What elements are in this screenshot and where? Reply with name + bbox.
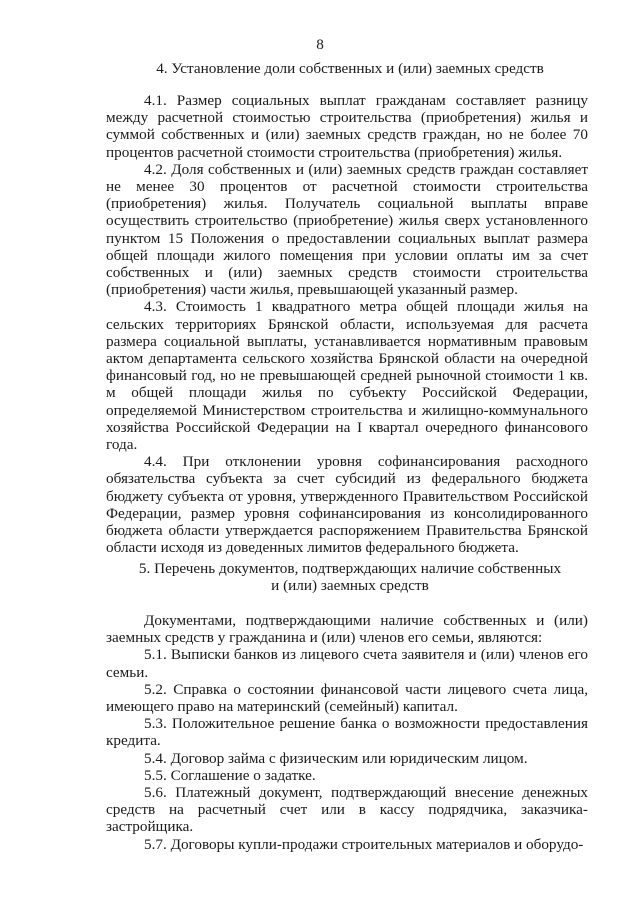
paragraph-4-1: 4.1. Размер социальных выплат гражданам составляет разницу между расчетной стоимостью строительства (приобретения) жилья и суммой собственных и (или) заемных средств граждан, но не более 70 процентов расчетной стоимости строительства (приобретения) жилья.: [106, 92, 588, 161]
page-number: 8: [316, 36, 324, 53]
section-5-heading: [110, 560, 590, 594]
item-5-5: 5.5. Соглашение о задатке.: [144, 766, 316, 784]
paragraph-4-3: 4.3. Стоимость 1 квадратного метра общей площади жилья на сельских территориях Брянской области, используемая для расчета размера социальной выплаты, устанавливается нормативным правовым актом департамента сельского хозяйства Брянской области на очередной финансовый год, но не превышающей средней рыночной стоимости 1 кв. м общей площади жилья по субъекту Российской Федерации, определяемой Министерством строительства и жилищно-коммунального хозяйства Российской Федерации на I квартал очередного финансового года.: [106, 298, 588, 454]
section-5-body: [106, 612, 588, 853]
section-4-heading: 4. Установление доли собственных и (или) заемных средств: [156, 60, 544, 77]
item-5-2: 5.2. Справка о состоянии финансовой части лицевого счета лица, имеющего право на материнский (семейный) капитал.: [106, 680, 588, 716]
paragraph-4-4: 4.4. При отклонении уровня софинансирования расходного обязательства субъекта за счет субсидий из федерального бюджета бюджету субъекта от уровня, утвержденного Правительством Российской Федерации, размер уровня софинансирования из консолидированного бюджета области утверждается распоряжением Правительства Брянской области исходя из доведенных лимитов федерального бюджета.: [106, 453, 588, 557]
item-5-3: 5.3. Положительное решение банка о возможности предоставления кредита.: [106, 715, 588, 750]
section-4-body: [106, 92, 588, 556]
section-5-intro: Документами, подтверждающими наличие собственных и (или) заемных средств у гражданина и (или) членов его семьи, являются:: [106, 612, 588, 647]
item-5-4: 5.4. Договор займа с физическим или юридическим лицом.: [144, 749, 528, 767]
section-5-heading-line-2: и (или) заемных средств: [271, 577, 429, 595]
section-5-heading-line-1: 5. Перечень документов, подтверждающих наличие собственных: [138, 560, 562, 577]
paragraph-4-2: 4.2. Доля собственных и (или) заемных средств граждан составляет не менее 30 процентов от расчетной стоимости строительства (приобретения) жилья. Получатель социальной выплаты вправе осуществить строительство (приобретение) жилья сверх установленного пунктом 15 Положения о предоставлении социальных выплат размера общей площади жилого помещения при условии оплаты им за счет собственных и (или) заемных средств стоимости строительства (приобретения) части жилья, превышающей указанный размер.: [106, 160, 588, 299]
item-5-6: 5.6. Платежный документ, подтверждающий внесение денежных средств на расчетный счет или в кассу подрядчика, заказчика-застройщика.: [106, 784, 588, 836]
item-5-1: 5.1. Выписки банков из лицевого счета заявителя и (или) членов его семьи.: [106, 646, 588, 681]
item-5-7: 5.7. Договоры купли-продажи строительных материалов и оборудо-: [144, 835, 584, 853]
